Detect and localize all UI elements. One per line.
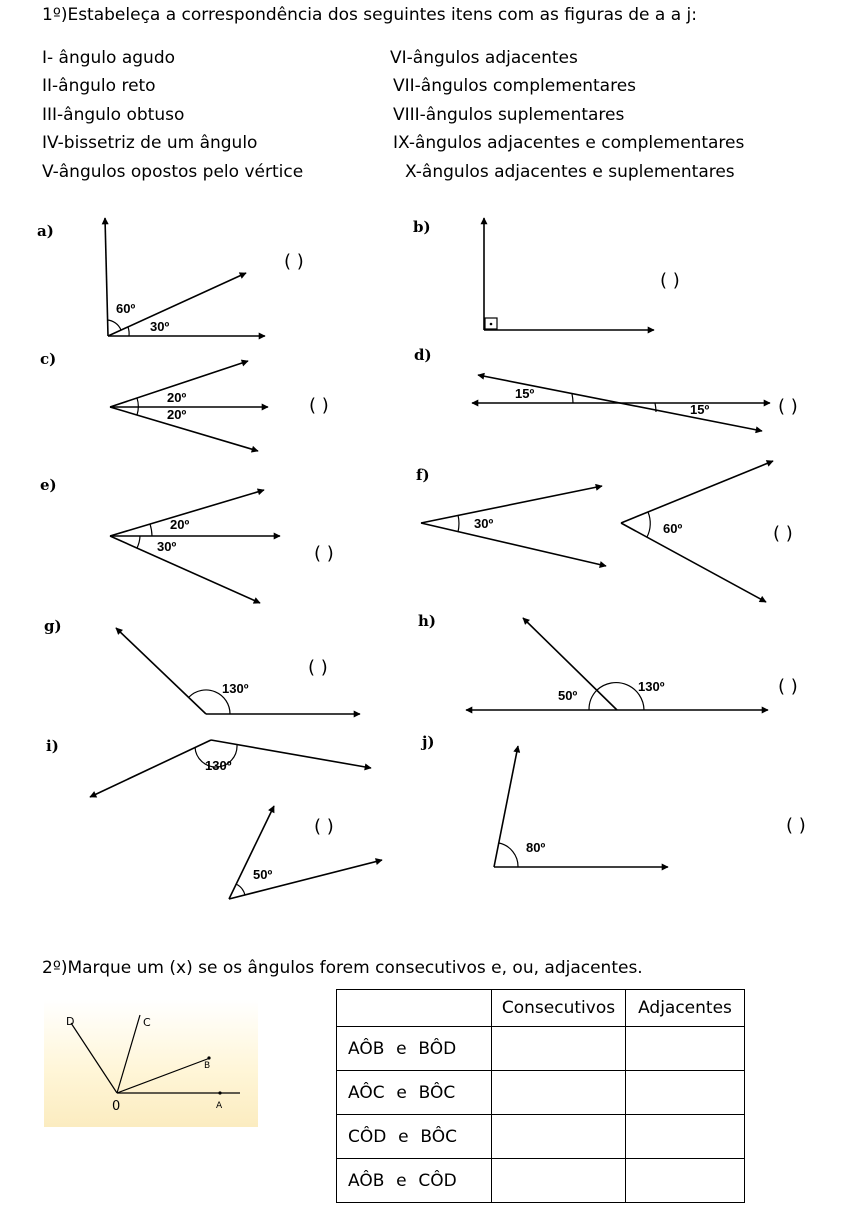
q2-answer-table — [336, 989, 745, 1203]
point-O-label: 0 — [112, 1099, 121, 1114]
table-row — [337, 1071, 745, 1115]
row-first-angle: AÔB — [348, 1038, 385, 1059]
row-second-angle: BÔD — [418, 1038, 457, 1059]
table-row — [337, 1115, 745, 1159]
figure-i-angle-1: 130º — [205, 758, 232, 773]
figure-a-drawing — [105, 218, 265, 336]
table-row — [337, 1027, 745, 1071]
figure-f-drawing — [421, 461, 773, 602]
item-VIII: VIII-ângulos suplementares — [393, 105, 625, 125]
figure-c-label: c) — [40, 350, 57, 368]
item-VI: VI-ângulos adjacentes — [390, 48, 578, 68]
figure-j-angle-1: 80º — [526, 840, 546, 855]
figure-i-label: i) — [46, 737, 59, 755]
cell-adjacentes[interactable] — [626, 1115, 745, 1159]
answer-blank-e[interactable]: ( ) — [314, 543, 334, 564]
row-label — [337, 1159, 492, 1203]
row-first-angle: CÔD — [348, 1126, 387, 1147]
figure-a-angle-1: 60º — [116, 301, 136, 316]
q1-title: 1º)Estabeleça a correspondência dos seguintes itens com as figuras de a a j: — [42, 5, 697, 25]
item-X: X-ângulos adjacentes e suplementares — [405, 162, 735, 182]
cell-adjacentes[interactable] — [626, 1027, 745, 1071]
figure-b-label: b) — [413, 218, 431, 236]
column-header-consecutivos: Consecutivos — [492, 990, 626, 1027]
figure-g-drawing — [116, 628, 360, 714]
answer-blank-a[interactable]: ( ) — [284, 251, 304, 272]
figure-d-label: d) — [414, 346, 432, 364]
figure-a-label: a) — [37, 222, 54, 240]
item-IV: IV-bissetriz de um ângulo — [42, 133, 258, 153]
row-label — [337, 1027, 492, 1071]
cell-consecutivos[interactable] — [492, 1159, 626, 1203]
answer-blank-j[interactable]: ( ) — [786, 815, 806, 836]
answer-blank-f[interactable]: ( ) — [773, 523, 793, 544]
row-first-angle: AÔC — [348, 1082, 385, 1103]
q2-diagram — [44, 1000, 258, 1127]
row-second-angle: CÔD — [418, 1170, 457, 1191]
item-I: I- ângulo agudo — [42, 48, 176, 68]
figure-h-angle-1: 50º — [558, 688, 578, 703]
cell-consecutivos[interactable] — [492, 1027, 626, 1071]
cell-consecutivos[interactable] — [492, 1071, 626, 1115]
figure-e-angle-1: 20º — [170, 517, 190, 532]
answer-blank-h[interactable]: ( ) — [778, 676, 798, 697]
figure-d-angle-2: 15º — [690, 402, 710, 417]
figure-f-angle-1: 30º — [474, 516, 494, 531]
figure-c-angle-1: 20º — [167, 390, 187, 405]
figure-h-label: h) — [418, 612, 437, 630]
figure-f-angle-2: 60º — [663, 521, 683, 536]
answer-blank-g[interactable]: ( ) — [308, 657, 328, 678]
answer-blank-b[interactable]: ( ) — [660, 270, 680, 291]
row-label — [337, 1071, 492, 1115]
figure-j-label: j) — [422, 733, 435, 751]
figure-d-angle-1: 15º — [515, 386, 535, 401]
item-IX: IX-ângulos adjacentes e complementares — [393, 133, 745, 153]
figure-b-drawing — [484, 218, 654, 330]
answer-blank-i[interactable]: ( ) — [314, 816, 334, 837]
row-second-angle: BÔC — [420, 1126, 457, 1147]
figure-c-drawing — [110, 361, 268, 451]
figure-e-label: e) — [40, 476, 57, 494]
table-corner-cell — [337, 990, 492, 1027]
q2-title: 2º)Marque um (x) se os ângulos forem consecutivos e, ou, adjacentes. — [42, 958, 643, 978]
item-III: III-ângulo obtuso — [42, 105, 185, 125]
cell-adjacentes[interactable] — [626, 1159, 745, 1203]
figure-g-label: g) — [44, 617, 62, 635]
column-header-adjacentes: Adjacentes — [626, 990, 745, 1027]
figure-j-drawing — [494, 746, 668, 867]
figure-i-drawing — [90, 740, 382, 899]
item-VII: VII-ângulos complementares — [393, 76, 637, 96]
point-A-label: A — [216, 1101, 223, 1111]
cell-adjacentes[interactable] — [626, 1071, 745, 1115]
figure-g-angle-1: 130º — [222, 681, 249, 696]
row-conjunction: e — [396, 1082, 407, 1103]
row-first-angle: AÔB — [348, 1170, 385, 1191]
figure-i-angle-2: 50º — [253, 867, 273, 882]
figure-c-angle-2: 20º — [167, 407, 187, 422]
point-B-label: B — [204, 1061, 211, 1071]
figure-f-label: f) — [416, 466, 430, 484]
row-label — [337, 1115, 492, 1159]
row-second-angle: BÔC — [418, 1082, 456, 1103]
figure-e-drawing — [110, 490, 280, 603]
figure-h-angle-2: 130º — [638, 679, 665, 694]
figure-a-angle-2: 30º — [150, 319, 170, 334]
item-V: V-ângulos opostos pelo vértice — [42, 162, 304, 182]
row-conjunction: e — [396, 1038, 407, 1059]
point-C-label: C — [143, 1016, 151, 1029]
answer-blank-d[interactable]: ( ) — [778, 396, 798, 417]
figure-e-angle-2: 30º — [157, 539, 177, 554]
row-conjunction: e — [398, 1126, 409, 1147]
item-II: II-ângulo reto — [42, 76, 156, 96]
point-D-label: D — [66, 1015, 75, 1028]
answer-blank-c[interactable]: ( ) — [309, 395, 329, 416]
row-conjunction: e — [396, 1170, 407, 1191]
table-row — [337, 1159, 745, 1203]
figure-h-drawing — [466, 618, 768, 710]
figure-d-drawing — [472, 375, 770, 431]
cell-consecutivos[interactable] — [492, 1115, 626, 1159]
